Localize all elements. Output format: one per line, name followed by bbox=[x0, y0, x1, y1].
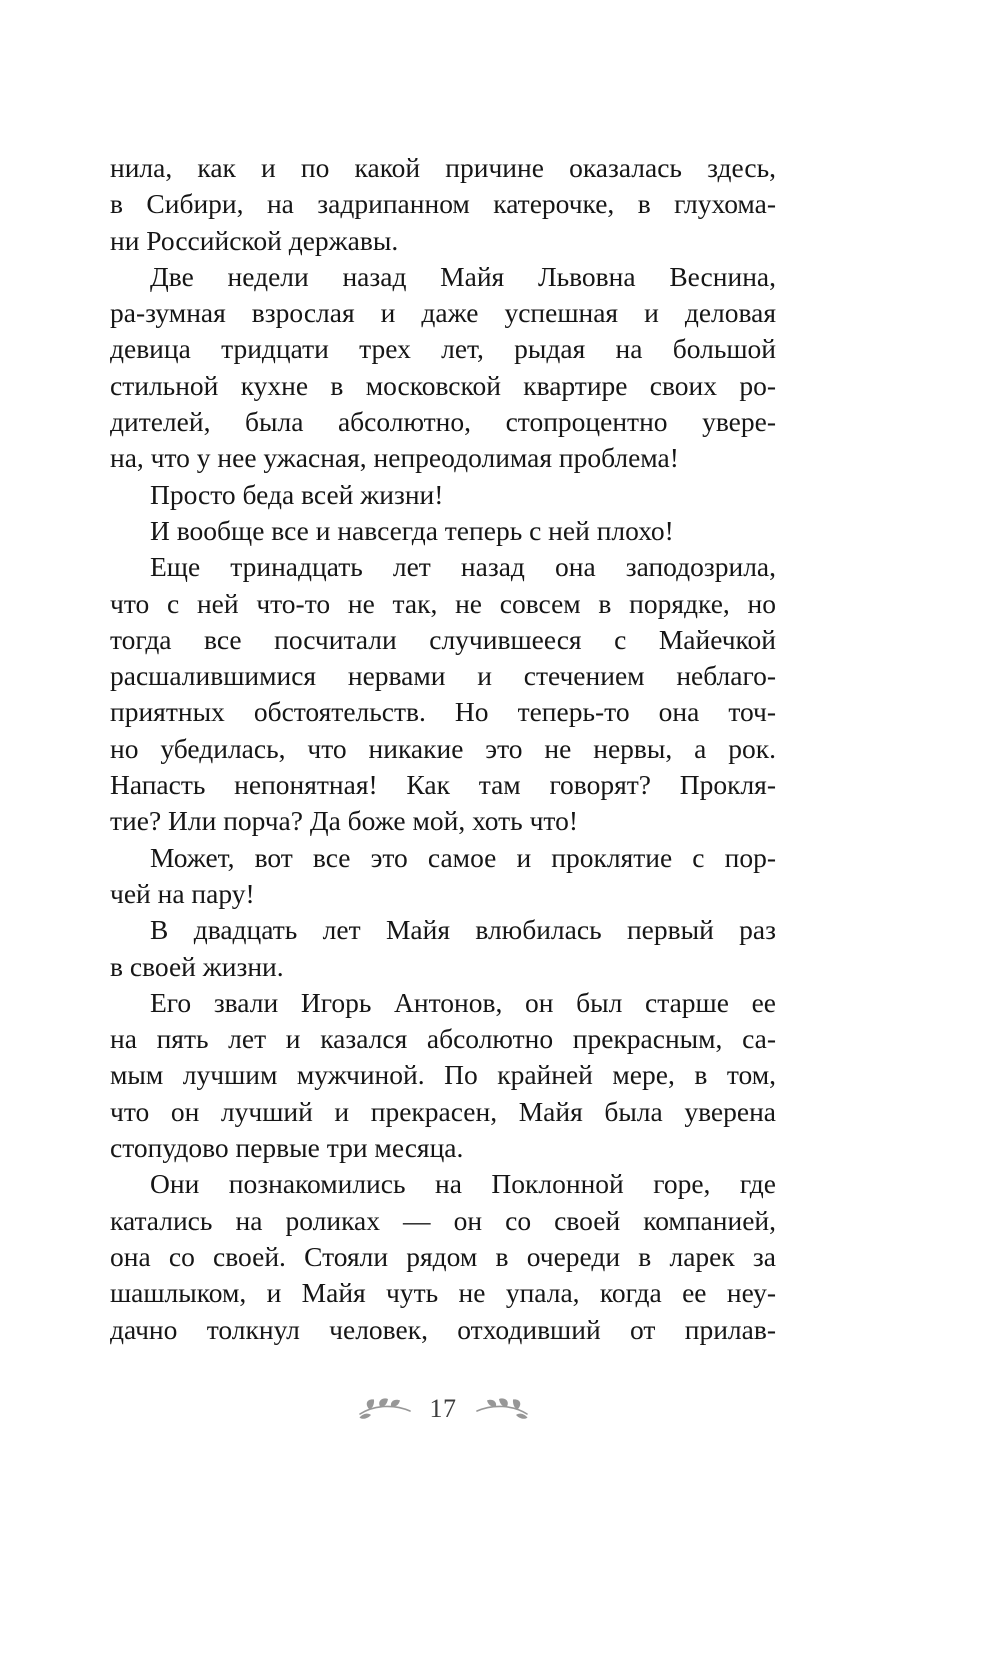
text-line: тогда все посчитали случившееся с Майечкой bbox=[110, 623, 776, 655]
text-line: в Сибири, на задрипанном катерочке, в глухома- bbox=[110, 188, 776, 220]
text-line: Две недели назад Майя Львовна Веснина, bbox=[150, 260, 776, 292]
text-line: Еще тринадцать лет назад она заподозрила, bbox=[150, 551, 776, 583]
text-line: чей на пару! bbox=[110, 877, 255, 909]
text-line: Напасть непонятная! Как там говорят? Прокля- bbox=[110, 769, 776, 801]
text-block bbox=[110, 150, 776, 1348]
text-line: на пять лет и казался абсолютно прекрасным, са- bbox=[110, 1023, 776, 1055]
text-line: дителей, была абсолютно, стопроцентно увере- bbox=[110, 406, 776, 438]
text-line: приятных обстоятельств. Но теперь-то она точ- bbox=[110, 696, 776, 728]
text-line: стопудово первые три месяца. bbox=[110, 1132, 464, 1164]
text-line: в своей жизни. bbox=[110, 950, 284, 982]
laurel-sprig-right-icon bbox=[475, 1398, 529, 1420]
text-line: она со своей. Стояли рядом в очереди в ларек за bbox=[110, 1240, 776, 1272]
text-line: девица тридцати трех лет, рыдая на большой bbox=[110, 333, 776, 365]
text-line: В двадцать лет Майя влюбилась первый раз bbox=[150, 914, 776, 946]
text-line: мым лучшим мужчиной. По крайней мере, в том, bbox=[110, 1059, 776, 1091]
text-line: Просто беда всей жизни! bbox=[150, 478, 444, 510]
text-line: катались на роликах — он со своей компанией, bbox=[110, 1204, 776, 1236]
text-line: ни Российской державы. bbox=[110, 224, 399, 256]
text-line: ра-зумная взрослая и даже успешная и деловая bbox=[110, 297, 776, 329]
laurel-sprig-left-icon bbox=[358, 1398, 412, 1420]
text-line: шашлыком, и Майя чуть не упала, когда ее неу- bbox=[110, 1277, 776, 1309]
text-line: Может, вот все это самое и проклятие с пор- bbox=[150, 841, 776, 873]
page-number: 17 bbox=[429, 1394, 457, 1423]
page-footer bbox=[110, 1396, 776, 1422]
text-line: тие? Или порча? Да боже мой, хоть что! bbox=[110, 805, 578, 837]
text-line: дачно толкнул человек, отходивший от прилав- bbox=[110, 1313, 776, 1345]
text-line: Его звали Игорь Антонов, он был старше ее bbox=[150, 986, 776, 1018]
text-line: что с ней что-то не так, не совсем в порядке, но bbox=[110, 587, 776, 619]
text-line: но убедилась, что никакие это не нервы, а рок. bbox=[110, 732, 776, 764]
text-line: расшалившимися нервами и стечением неблаго- bbox=[110, 660, 776, 692]
text-line: Они познакомились на Поклонной горе, где bbox=[150, 1168, 776, 1200]
text-line: что он лучший и прекрасен, Майя была уверена bbox=[110, 1095, 776, 1127]
text-line: стильной кухне в московской квартире своих ро- bbox=[110, 369, 776, 401]
text-line: И вообще все и навсегда теперь с ней плохо! bbox=[150, 514, 674, 546]
text-line: на, что у нее ужасная, непреодолимая проблема! bbox=[110, 442, 679, 474]
text-line: нила, как и по какой причине оказалась здесь, bbox=[110, 152, 776, 183]
